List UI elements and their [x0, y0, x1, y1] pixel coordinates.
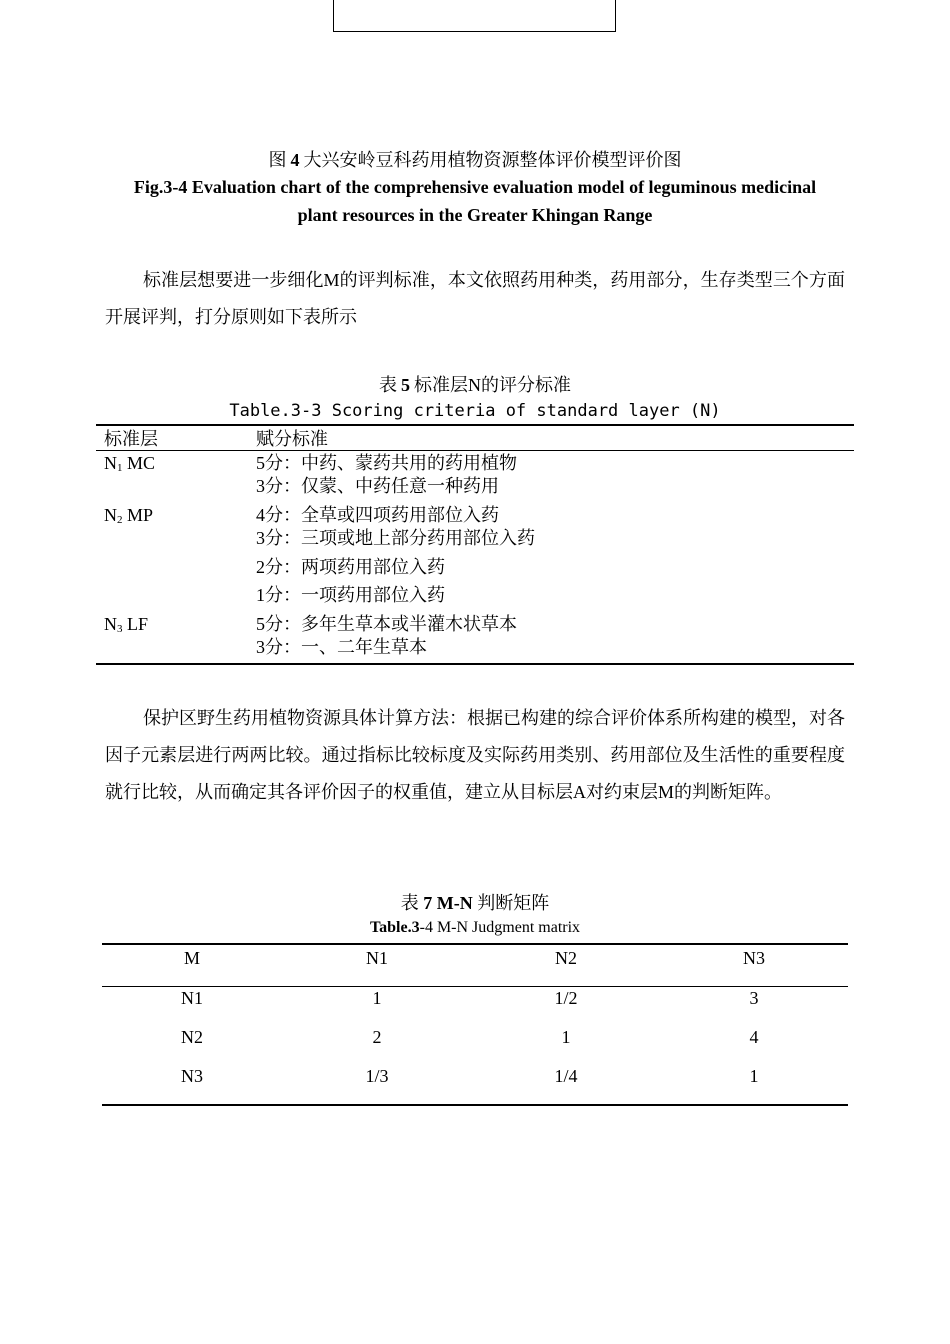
- table7-cell: 1/2: [554, 988, 578, 1008]
- table5-row-n2-criterion-1: 4分：全草或四项药用部位入药: [256, 505, 499, 525]
- table5-title: 表 5 标准层N的评分标准: [379, 375, 571, 395]
- table5-row-n1-label: N1 MC: [104, 453, 156, 474]
- table5-row-n2-label: N2 MP: [104, 505, 154, 526]
- table7-title: 表 7 M-N 判断矩阵: [400, 893, 550, 913]
- table7-cell: N1: [181, 988, 203, 1008]
- table5-row-n3-criterion-2: 3分：一、二年生草本: [256, 637, 427, 657]
- figure-frame: [333, 0, 616, 32]
- table7-header-n2: N2: [555, 948, 577, 968]
- table5-header-criteria: 赋分标准: [256, 429, 328, 449]
- table5-row-n2-criterion-4: 1分：一项药用部位入药: [256, 585, 445, 605]
- table7-cell: 1/3: [365, 1066, 389, 1086]
- table7-header-n3: N3: [743, 948, 765, 968]
- table7-header-n1: N1: [366, 948, 388, 968]
- table5-row-n2-criterion-3: 2分：两项药用部位入药: [256, 557, 445, 577]
- table7-cell: 3: [749, 988, 759, 1008]
- table5-row-n1-criterion-2: 3分：仅蒙、中药任意一种药用: [256, 476, 499, 496]
- table5-header-layer: 标准层: [104, 429, 158, 449]
- figure-caption-cn: 图 4 大兴安岭豆科药用植物资源整体评价模型评价图: [268, 150, 682, 170]
- table7-cell: 1: [372, 988, 382, 1008]
- figure-caption-en-line1: Fig.3-4 Evaluation chart of the comprehensive evaluation model of leguminous medicinal: [133, 177, 817, 197]
- table5-subtitle: Table.3-3 Scoring criteria of standard layer (N): [229, 401, 721, 421]
- table5-top-rule: [96, 424, 854, 426]
- table7-cell: 1: [749, 1066, 759, 1086]
- table7-cell: 1: [561, 1027, 571, 1047]
- table7-cell: N3: [181, 1066, 203, 1086]
- table5-row-n1-criterion-1: 5分：中药、蒙药共用的药用植物: [256, 453, 517, 473]
- table7-subtitle: Table.3-4 M-N Judgment matrix: [369, 919, 581, 936]
- table7-cell: 4: [749, 1027, 759, 1047]
- figure-caption-en-line2: plant resources in the Greater Khingan Range: [297, 205, 653, 225]
- table5-row-n3-criterion-1: 5分：多年生草本或半灌木状草本: [256, 614, 517, 634]
- table5-row-n2-criterion-2: 3分：三项或地上部分药用部位入药: [256, 528, 535, 548]
- table5-bottom-rule: [96, 663, 854, 665]
- table7-top-rule: [102, 943, 848, 945]
- table5-header-rule: [96, 450, 854, 451]
- table7-header-m: M: [183, 948, 200, 968]
- table7-cell: N2: [181, 1027, 203, 1047]
- table7-bottom-rule: [102, 1104, 848, 1106]
- table5-row-n3-label: N3 LF: [104, 614, 149, 635]
- table7-header-rule: [102, 986, 848, 987]
- body-paragraph-2: 保护区野生药用植物资源具体计算方法：根据已构建的综合评价体系所构建的模型，对各因子元素层进行两两比较。通过指标比较标度及实际药用类别、药用部位及生活性的重要程度就行比较，从而确定其各评价因子的权重值，建立从目标层A对约束层M的判断矩阵。: [105, 708, 845, 802]
- body-paragraph-1: 标准层想要进一步细化M的评判标准，本文依照药用种类，药用部分，生存类型三个方面开展评判，打分原则如下表所示: [105, 270, 845, 327]
- table7-cell: 2: [372, 1027, 382, 1047]
- table7-cell: 1/4: [554, 1066, 578, 1086]
